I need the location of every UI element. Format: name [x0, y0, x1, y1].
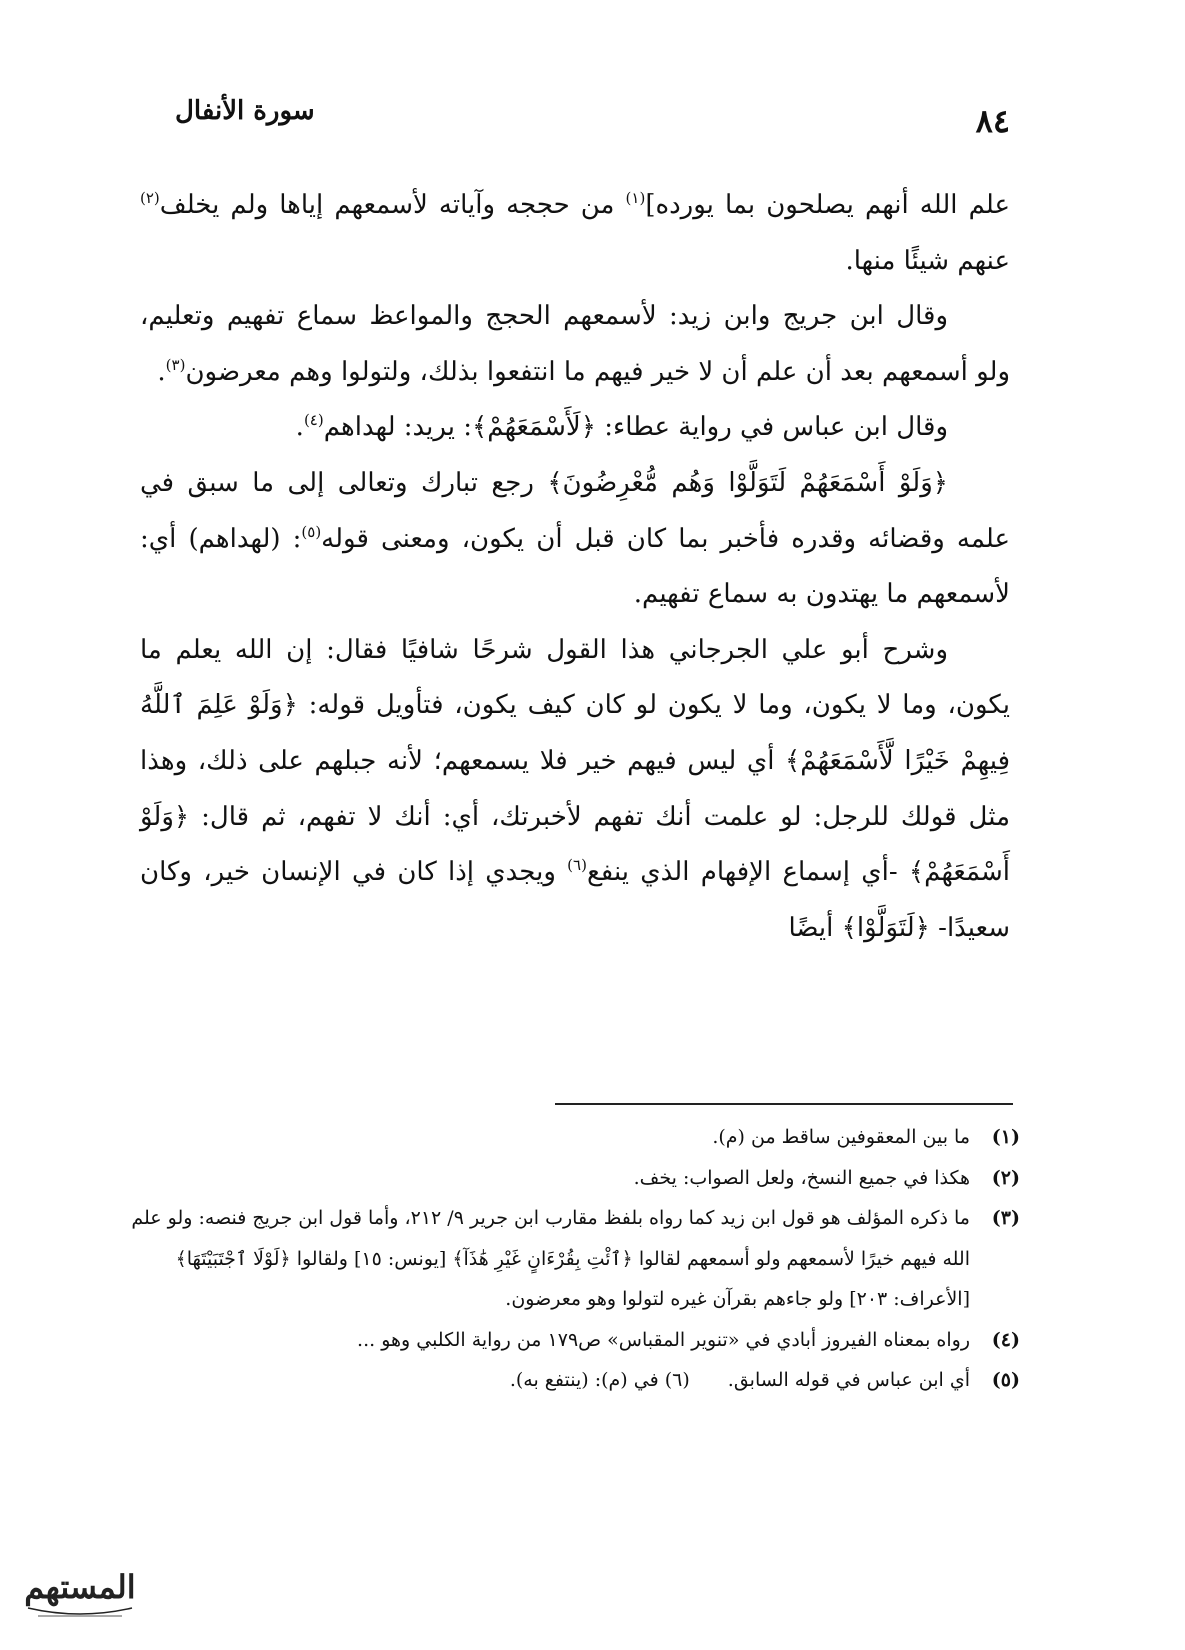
footnote-number: (٤)	[991, 1328, 1020, 1351]
text-run: ويجدي إذا كان في الإنسان خير، وكان سعيدًا-	[140, 857, 1010, 943]
text-run: .	[295, 412, 304, 443]
footnote-1	[130, 1117, 1020, 1158]
footnote-4	[130, 1320, 1020, 1361]
text-run: رجع تبارك وتعالى إلى ما سبق في علمه وقضائه وقدره فأخبر بما كان قبل أن يكون، ومعنى قوله	[140, 467, 1011, 554]
watermark-text: المستهم	[24, 1568, 136, 1606]
paragraph-4	[140, 456, 1010, 623]
text-run: أي ليس فيهم خير فلا يسمعهم؛ لأنه جبلهم على ذلك، وهذا مثل قولك للرجل: لو علمت أنك تفهم لأخبرتك، أي: أنك لا تفهم، ثم قال:	[140, 745, 1010, 832]
footnote-ref-5: (٥)	[301, 522, 322, 541]
footnote-text: رواه بمعناه الفيروز أبادي في «تنوير المقباس» ص١٧٩ من رواية الكلبي وهو ...	[357, 1328, 970, 1351]
main-text	[140, 178, 1010, 956]
footnote-ref-2: (٢)	[140, 189, 160, 207]
quran-quote: ﴿وَلَوْ عَلِمَ ٱللَّهُ فِيهِمْ خَيْرًا لَّأَسْمَعَهُمْ﴾	[140, 690, 1011, 776]
quran-quote: ﴿وَلَوْ أَسْمَعَهُمْ﴾	[140, 801, 1011, 888]
footnote-ref-4: (٤)	[303, 411, 324, 430]
surah-title: سورة الأنفال	[175, 96, 315, 126]
footnotes	[130, 1117, 1020, 1401]
footnote-number: (١)	[991, 1126, 1020, 1148]
footnote-text: ما بين المعقوفين ساقط من (م).	[712, 1126, 970, 1148]
footnote-3	[130, 1198, 1020, 1320]
text-run: وقال ابن عباس في رواية عطاء:	[595, 412, 948, 443]
quran-quote: ﴿وَلَوْ أَسْمَعَهُمْ لَتَوَلَّوْا وَهُم مُّعْرِضُونَ﴾	[547, 467, 948, 498]
footnote-ref-3: (٣)	[165, 355, 186, 374]
text-run: أيضًا	[788, 912, 842, 943]
quran-quote: ﴿ٱئْتِ بِقُرْءَانٍ غَيْرِ هَٰذَآ﴾	[452, 1247, 633, 1270]
footnote-5-6	[130, 1360, 1020, 1401]
footnote-number: (٢)	[991, 1166, 1020, 1189]
footnote-ref-6: (٦)	[567, 856, 587, 875]
paragraph-5	[140, 623, 1010, 957]
footnote-text	[130, 1360, 970, 1401]
text-run: -أي إسماع الإفهام الذي ينفع	[586, 857, 909, 888]
page-number: ٨٤	[975, 102, 1010, 140]
page-header	[175, 96, 1010, 156]
footnote-5-text: أي ابن عباس في قوله السابق.	[727, 1369, 970, 1391]
footnote-6-number: (٦)	[664, 1369, 690, 1391]
footnote-ref-1: (١)	[625, 189, 646, 207]
text-run: : يريد: لهداهم	[323, 412, 473, 443]
footnote-number: (٣)	[991, 1207, 1020, 1229]
text-run: ما ذكره المؤلف هو قول ابن زيد كما رواه بلفظ مقارب ابن جرير ٩/ ٢١٢، وأما قول ابن جريج فنصه: ولو علم الله فيهم خيرًا لأسمعهم ولو أسمعهم لقالوا	[131, 1207, 970, 1270]
footnote-number: (٥)	[991, 1369, 1020, 1391]
footnote-2	[130, 1158, 1020, 1199]
paragraph-1	[140, 178, 1010, 289]
paragraph-3	[140, 400, 1010, 456]
text-run: عنهم شيئًا منها.	[845, 245, 1010, 276]
text-run: : (لهداهم) أي: لأسمعهم ما يهتدون به سماع تفهيم.	[140, 523, 1010, 610]
text-run: علم الله أنهم يصلحون بما يورده]	[645, 190, 1010, 220]
footnote-divider	[555, 1103, 1013, 1105]
footnote-text: هكذا في جميع النسخ، ولعل الصواب: يخف.	[633, 1166, 970, 1189]
text-run: وشرح أبو علي الجرجاني هذا القول شرحًا شافيًا فقال: إن الله يعلم ما يكون، وما لا يكون، وما لا يكون لو كان كيف يكون، فتأويل قوله:	[140, 634, 1010, 721]
text-run: وقال ابن جريج وابن زيد: لأسمعهم الحجج والمواعظ سماع تفهيم وتعليم، ولو أسمعهم بعد أن علم أن لا خير فيهم ما انتفعوا بذلك، ولتولوا وهم معرضون	[140, 301, 1010, 387]
quran-quote: ﴿لَأَسْمَعَهُمْ﴾	[472, 412, 596, 443]
text-run: [الأعراف: ٢٠٣] ولو جاءهم بقرآن غيره لتولوا وهو معرضون.	[505, 1288, 970, 1310]
footnote-text	[130, 1198, 970, 1320]
text-run: من حججه وآياته لأسمعهم إياها ولم يخلف	[159, 190, 626, 220]
quran-quote: ﴿لَتَوَلَّوْا﴾	[841, 912, 930, 943]
paragraph-2	[140, 289, 1010, 400]
text-run: [يونس: ١٥] ولقالوا	[290, 1247, 453, 1270]
library-watermark-logo	[10, 1560, 150, 1630]
footnote-6-text: في (م): (ينتفع به).	[509, 1369, 659, 1391]
quran-quote: ﴿لَوْلَا ٱجْتَبَيْتَهَا﴾	[175, 1247, 291, 1270]
text-run: .	[157, 356, 166, 387]
